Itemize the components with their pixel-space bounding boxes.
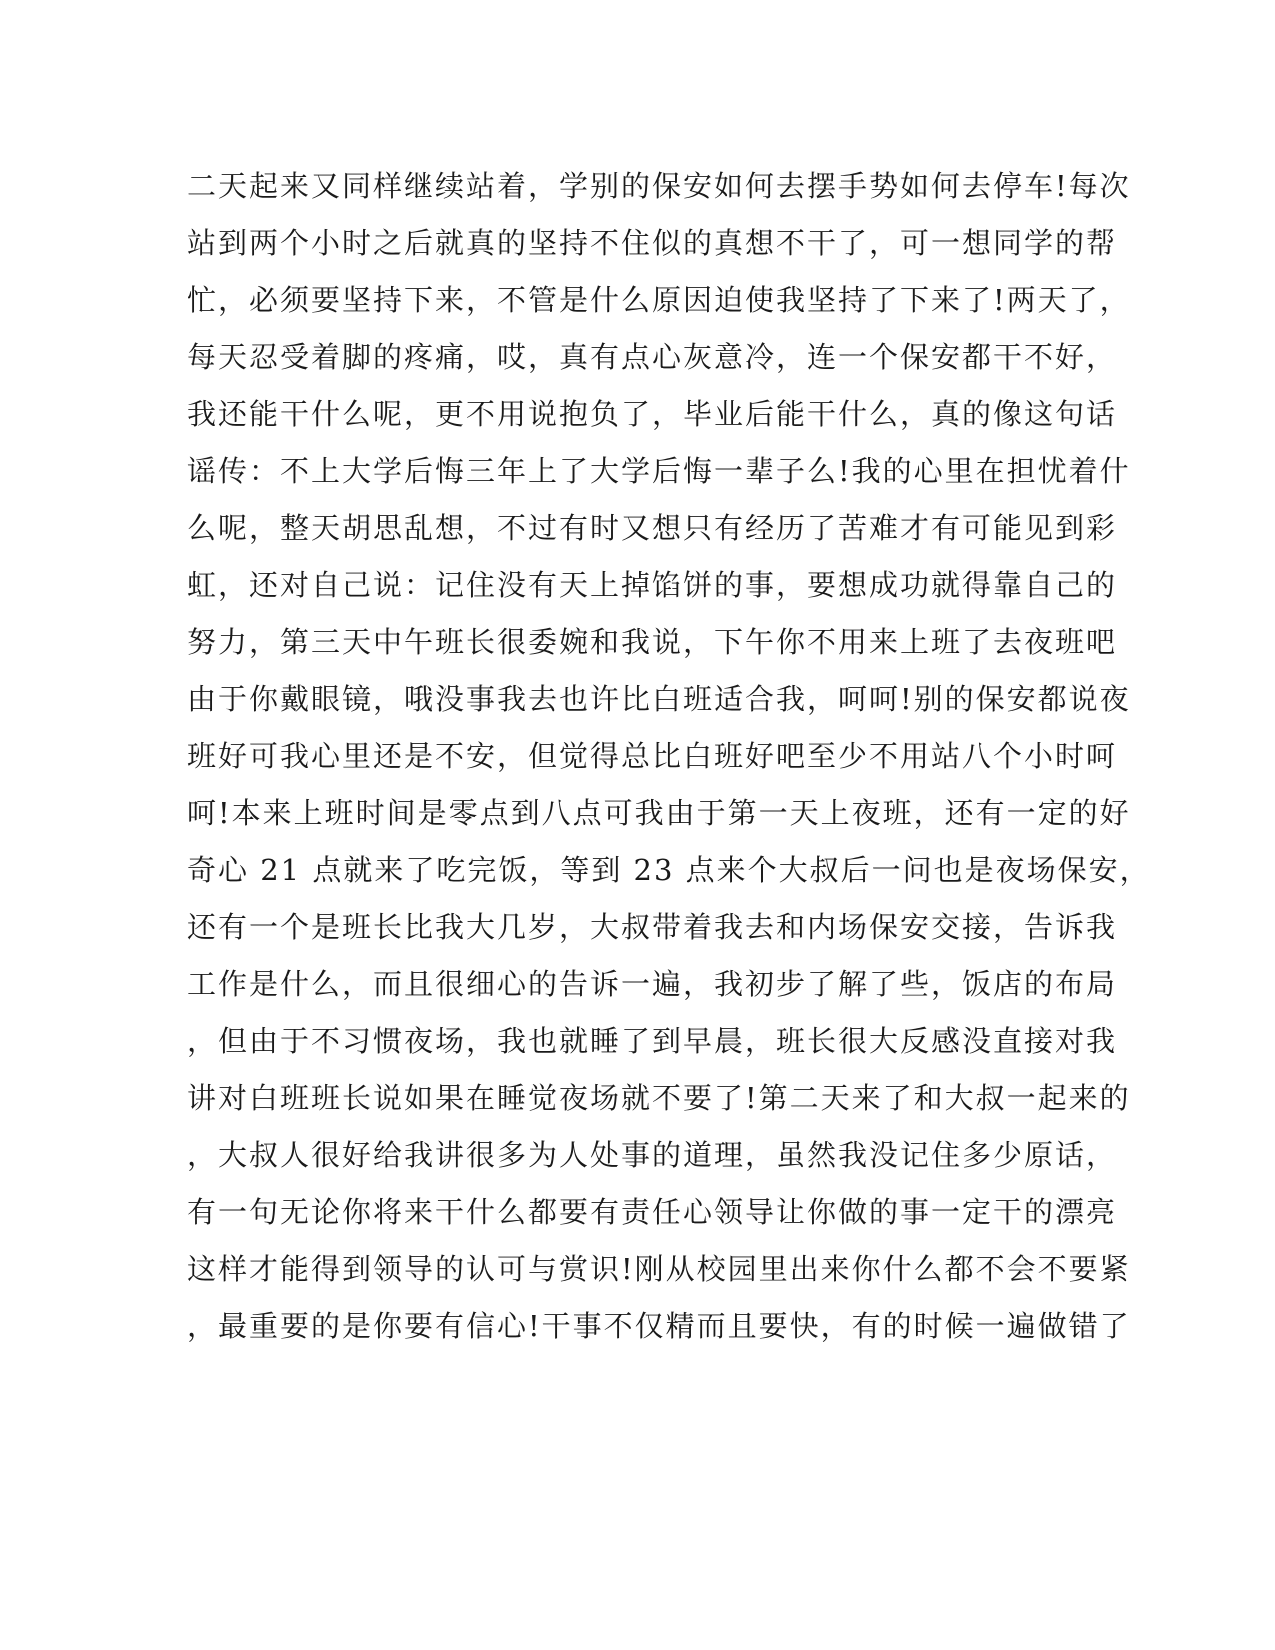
text-line-14: 还有一个是班长比我大几岁，大叔带着我去和内场保安交接，告诉我 [187, 910, 1118, 944]
text-line-11: 班好可我心里还是不安，但觉得总比白班好吧至少不用站八个小时呵 [187, 739, 1118, 773]
text-line-7: 么呢，整天胡思乱想，不过有时又想只有经历了苦难才有可能见到彩 [187, 511, 1118, 545]
text-line-19: 有一句无论你将来干什么都要有责任心领导让你做的事一定干的漂亮 [187, 1195, 1118, 1229]
text-line-18: ，大叔人很好给我讲很多为人处事的道理，虽然我没记住多少原话， [187, 1138, 1118, 1172]
text-line-21: ，最重要的是你要有信心!干事不仅精而且要快，有的时候一遍做错了 [187, 1309, 1131, 1343]
text-line-13: 奇心 21 点就来了吃完饭，等到 23 点来个大叔后一问也是夜场保安， [187, 853, 1151, 887]
text-line-17: 讲对白班班长说如果在睡觉夜场就不要了!第二天来了和大叔一起来的 [187, 1081, 1131, 1115]
text-line-1: 二天起来又同样继续站着，学别的保安如何去摆手势如何去停车!每次 [187, 169, 1131, 203]
text-line-3: 忙，必须要坚持下来，不管是什么原因迫使我坚持了下来了!两天了， [187, 283, 1131, 317]
text-line-5: 我还能干什么呢，更不用说抱负了，毕业后能干什么，真的像这句话 [187, 397, 1118, 431]
text-line-9: 努力，第三天中午班长很委婉和我说，下午你不用来上班了去夜班吧 [187, 625, 1118, 659]
text-line-15: 工作是什么，而且很细心的告诉一遍，我初步了解了些，饭店的布局 [187, 967, 1118, 1001]
text-line-6: 谣传：不上大学后悔三年上了大学后悔一辈子么!我的心里在担忧着什 [187, 454, 1131, 488]
text-line-10: 由于你戴眼镜，哦没事我去也许比白班适合我，呵呵!别的保安都说夜 [187, 682, 1131, 716]
text-line-8: 虹，还对自己说：记住没有天上掉馅饼的事，要想成功就得靠自己的 [187, 568, 1118, 602]
text-line-20: 这样才能得到领导的认可与赏识!刚从校园里出来你什么都不会不要紧 [187, 1252, 1131, 1286]
text-line-16: ，但由于不习惯夜场，我也就睡了到早晨，班长很大反感没直接对我 [187, 1024, 1118, 1058]
body-paragraph [187, 158, 1151, 1355]
text-line-4: 每天忍受着脚的疼痛，哎，真有点心灰意冷，连一个保安都干不好， [187, 340, 1118, 374]
text-line-12: 呵!本来上班时间是零点到八点可我由于第一天上夜班，还有一定的好 [187, 796, 1131, 830]
text-line-2: 站到两个小时之后就真的坚持不住似的真想不干了，可一想同学的帮 [187, 226, 1118, 260]
